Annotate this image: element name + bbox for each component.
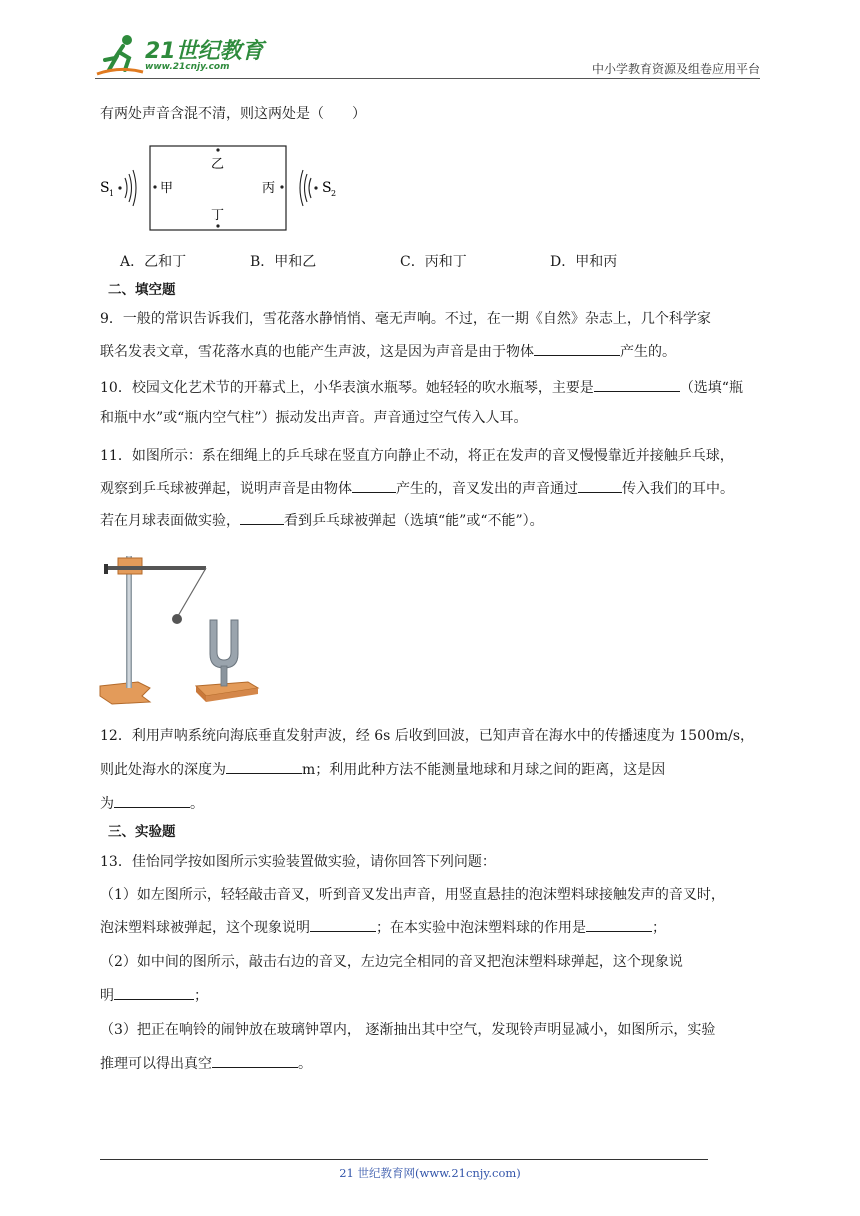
q8-option-a[interactable]: A．乙和丁 (120, 254, 187, 270)
q13-blank-1[interactable] (310, 917, 376, 932)
q13-text-a: 泡沫塑料球被弹起，这个现象说明 (100, 920, 310, 936)
s2-wave-icon (300, 170, 303, 206)
label-yi: 乙 (211, 157, 225, 172)
q11-text-d: 若在月球表面做实验， (100, 513, 240, 529)
footer-link[interactable]: 21 世纪教育网(www.21cnjy.com) (339, 1166, 521, 1180)
logo-url: www.21cnjy.com (145, 62, 230, 72)
q13-blank-3[interactable] (114, 985, 194, 1000)
section-experiment-title: 三、实验题 (108, 824, 176, 840)
logo-text: 21世纪教育 (145, 39, 264, 64)
string (178, 568, 206, 616)
ping-pong-ball-icon (172, 614, 182, 624)
q13-blank-2[interactable] (586, 917, 652, 932)
q8-option-b[interactable]: B．甲和乙 (250, 254, 317, 270)
q11-blank-3[interactable] (240, 510, 284, 525)
q8-option-c[interactable]: C．丙和丁 (400, 254, 467, 270)
q9-line2 (100, 341, 676, 362)
q13-part1-line1: （1）如左图所示，轻轻敲击音叉，听到音叉发出声音，用竖直悬挂的泡沫塑料球接触发声的音叉时， (100, 887, 725, 903)
section-fill-in-title: 二、填空题 (108, 282, 176, 298)
q13-part2-line1: （2）如中间的图所示，敲击右边的音叉，左边完全相同的音叉把泡沫塑料球弹起，这个现象说 (100, 954, 683, 970)
q13-blank-4[interactable] (212, 1053, 298, 1068)
q9-text: 联名发表文章，雪花落水真的也能产生声波，这是因为声音是由于物体 (100, 344, 534, 360)
q12-text-d: 。 (190, 796, 204, 812)
header-divider (95, 78, 760, 79)
q8-stem: 有两处声音含混不清，则这两处是（ ） (100, 106, 366, 122)
q12-text-b: m；利用此种方法不能测量地球和月球之间的距离，这是因 (302, 762, 666, 778)
s2-subscript: 2 (331, 189, 337, 198)
q11-text-e: 看到乒乓球被弹起（选填“能”或“不能”）。 (284, 513, 544, 529)
s1-wave-icon (125, 178, 127, 198)
page-header (95, 32, 760, 80)
q12-line2 (100, 759, 665, 780)
q12-line3 (100, 793, 204, 814)
q10-text-choice: （选填“瓶 (679, 380, 743, 396)
stand-arm (106, 566, 206, 570)
q13-line1: 13．佳怡同学按如图所示实验装置做实验，请你回答下列问题： (100, 854, 496, 870)
q9-answer-blank[interactable] (534, 341, 620, 356)
q11-line3 (100, 510, 544, 531)
q11-line2 (100, 478, 734, 499)
q10-answer-blank[interactable] (594, 377, 680, 392)
s2-dot (314, 186, 317, 189)
q12-text-c: 为 (100, 796, 114, 812)
runner-logo-icon (95, 32, 145, 78)
q11-text-a: 观察到乒乓球被弹起，说明声音是由物体 (100, 481, 352, 497)
q13-text-c: ； (652, 920, 666, 936)
q10-line1 (100, 377, 743, 398)
platform-name: 中小学教育资源及组卷应用平台 (591, 62, 760, 76)
q10-text: 10．校园文化艺术节的开幕式上，小华表演水瓶琴。她轻轻的吹水瓶琴，主要是 (100, 380, 594, 396)
q13-part3-line1: （3）把正在响铃的闹钟放在玻璃钟罩内， 逐渐抽出其中空气，发现铃声明显减小，如图所示，实验 (100, 1022, 716, 1038)
s1-dot (118, 186, 121, 189)
q13-text-f: 推理可以得出真空 (100, 1056, 212, 1072)
label-bing: 丙 (262, 181, 276, 196)
label-jia: 甲 (160, 181, 174, 196)
stand-rod (126, 556, 132, 688)
q11-line1: 11．如图所示：系在细绳上的乒乓球在竖直方向静止不动，将正在发声的音叉慢慢靠近并接触乒乓球， (100, 448, 734, 464)
q13-part2-line2 (100, 985, 208, 1006)
q12-text-a: 则此处海水的深度为 (100, 762, 226, 778)
q13-text-g: 。 (298, 1056, 312, 1072)
q11-text-b: 产生的，音叉发出的声音通过 (396, 481, 578, 497)
q13-text-b: ；在本实验中泡沫塑料球的作用是 (376, 920, 586, 936)
stand-base-icon (100, 682, 150, 704)
q11-blank-2[interactable] (578, 478, 622, 493)
q8-figure (98, 140, 358, 240)
q11-figure (98, 546, 268, 706)
footer-divider (100, 1159, 708, 1160)
q9-text-end: 产生的。 (620, 344, 676, 360)
q13-part3-line2 (100, 1053, 312, 1074)
tuning-fork-icon (210, 620, 238, 668)
q13-text-e: ； (194, 988, 208, 1004)
q13-part1-line2 (100, 917, 666, 938)
logo (95, 32, 265, 78)
q12-blank-1[interactable] (226, 759, 302, 774)
s1-label: S (100, 180, 110, 196)
q12-blank-2[interactable] (114, 793, 190, 808)
q9-line1: 9．一般的常识告诉我们，雪花落水静悄悄、毫无声响。不过，在一期《自然》杂志上，几个科学家 (100, 311, 711, 327)
s2-label: S (322, 180, 332, 196)
q8-option-d[interactable]: D．甲和丙 (550, 254, 618, 270)
s1-subscript: 1 (109, 189, 115, 198)
q11-text-c: 传入我们的耳中。 (622, 481, 734, 497)
q13-text-d: 明 (100, 988, 114, 1004)
label-ding: 丁 (211, 208, 225, 223)
q10-line2: 和瓶中水”或“瓶内空气柱”）振动发出声音。声音通过空气传入人耳。 (100, 410, 528, 426)
q11-blank-1[interactable] (352, 478, 396, 493)
q12-line1: 12．利用声呐系统向海底垂直发射声波，经 6s 后收到回波，已知声音在海水中的传播速度为 1500m/s， (100, 728, 755, 744)
